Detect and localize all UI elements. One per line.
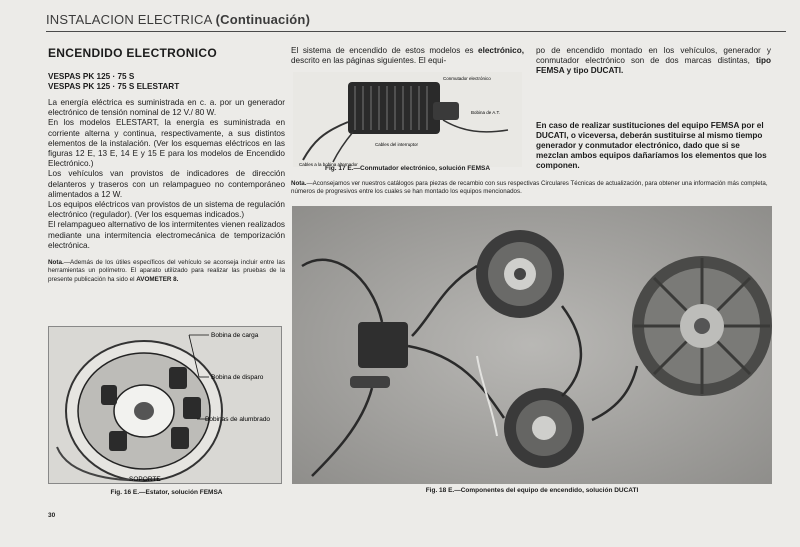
stator-illustration [49, 327, 282, 484]
page-number: 30 [48, 512, 56, 519]
note-bold-end: AVOMETER 8. [136, 275, 179, 283]
brands-bold: tipo FEMSA y tipo DUCATI. [536, 56, 772, 76]
catalog-note-label: Nota. [291, 180, 307, 187]
intro-start: El sistema de encendido de estos modelos es [291, 46, 474, 55]
ignition-intro [291, 46, 524, 66]
label-bobina-carga: Bobina de carga [211, 332, 259, 339]
body-paragraph: El relampagueo alternativo de los intermitentes vienen realizados mediante una intermitencia electromecánica de temporización electrónica. [48, 220, 285, 250]
figure-16-stator [48, 326, 282, 484]
middle-column [291, 46, 524, 66]
replacement-warning: En caso de realizar sustituciones del equipo FEMSA por el DUCATI, o viceversa, deberán sustituirse al mismo tiempo generador y conmutador electrónico, dado que si se mezclan ambos equipos dañaríamos los elementos que los componen. [536, 120, 767, 171]
header-rule [46, 31, 786, 32]
page-header [46, 12, 786, 34]
right-column [536, 46, 771, 172]
section-title: ENCENDIDO ELECTRONICO [48, 46, 217, 60]
catalog-note [291, 180, 771, 196]
figure-18-components [292, 206, 772, 484]
header-title-text: INSTALACION ELECTRICA [46, 12, 212, 27]
label-conmutador: Conmutador electrónico [443, 76, 491, 81]
components-photo [292, 206, 772, 484]
intro-end: descrito en las páginas siguientes. El equi- [291, 56, 447, 66]
label-bobina-disparo: Bobina de disparo [211, 374, 264, 381]
brands-paragraph [536, 46, 771, 77]
header-title [46, 12, 310, 27]
figure-16-caption: Fig. 16 E.—Estator, solución FEMSA [110, 489, 223, 496]
figure-17-caption: Fig. 17 E.—Conmutador electrónico, solución FEMSA [324, 165, 491, 172]
header-subtitle: (Continuación) [215, 12, 311, 27]
label-bobina-at: Bobina de A.T. [471, 110, 501, 115]
switch-illustration [293, 72, 522, 167]
note-label: Nota. [48, 259, 64, 267]
brands-text: po de encendido montado en los vehículos, generador y conmutador electrónico son de dos marcas distintas, [536, 46, 771, 66]
left-column [48, 46, 285, 284]
note-text: —Además de los útiles específicos del vehículo se aconseja incluir entre las herramientas un polímetro. El aparato utilizado para realizar las pruebas de la presente publicación ha sido el [48, 259, 285, 283]
catalog-note-text: —Aconsejamos ver nuestros catálogos para piezas de recambio con sus respectivas Circulares Técnicas de actualización, para obtener una información más completa, números de progresivos entre los cuales se han montado los equipos mencionados. [291, 180, 768, 195]
model-list [48, 72, 285, 92]
label-soporte: SOPORTE [129, 476, 161, 483]
label-bobinas-alumbrado: Bobinas de alumbrado [205, 416, 271, 423]
model-line: VESPAS PK 125 · 75 S [48, 72, 135, 81]
body-paragraph: Los equipos eléctricos van provistos de un sistema de regulación electrónico (regulador). (Ver los esquemas indicados.) [48, 200, 285, 220]
body-paragraph: La energía eléctrica es suministrada en c. a. por un generador electrónico de tensión nominal de 12 V./ 80 W. [48, 98, 285, 118]
tools-note [48, 259, 285, 284]
intro-bold: electrónico, [478, 46, 524, 55]
body-paragraph: En los modelos ELESTART, la energía es suministrada en corriente alterna y continua, respectivamente, a sus distintos elementos de la instalación. (Ver los esquemas eléctricos en las figuras 12 E, 13 E, 14 E y 15 E para los modelos de Encendido Electrónico.) [48, 118, 285, 169]
figure-17-switch [293, 72, 522, 167]
figure-18-caption: Fig. 18 E.—Componentes del equipo de encendido, solución DUCATI [425, 487, 639, 494]
label-cables-interruptor: Cables del interruptor [375, 142, 419, 147]
label-cables-bobina: Cables a la bobina alternador [299, 162, 358, 167]
body-paragraph: Los vehículos van provistos de indicadores de dirección delanteros y traseros con un relampagueo no contemporáneo alimentados a 12 W. [48, 169, 285, 199]
model-line: VESPAS PK 125 · 75 S ELESTART [48, 82, 180, 91]
